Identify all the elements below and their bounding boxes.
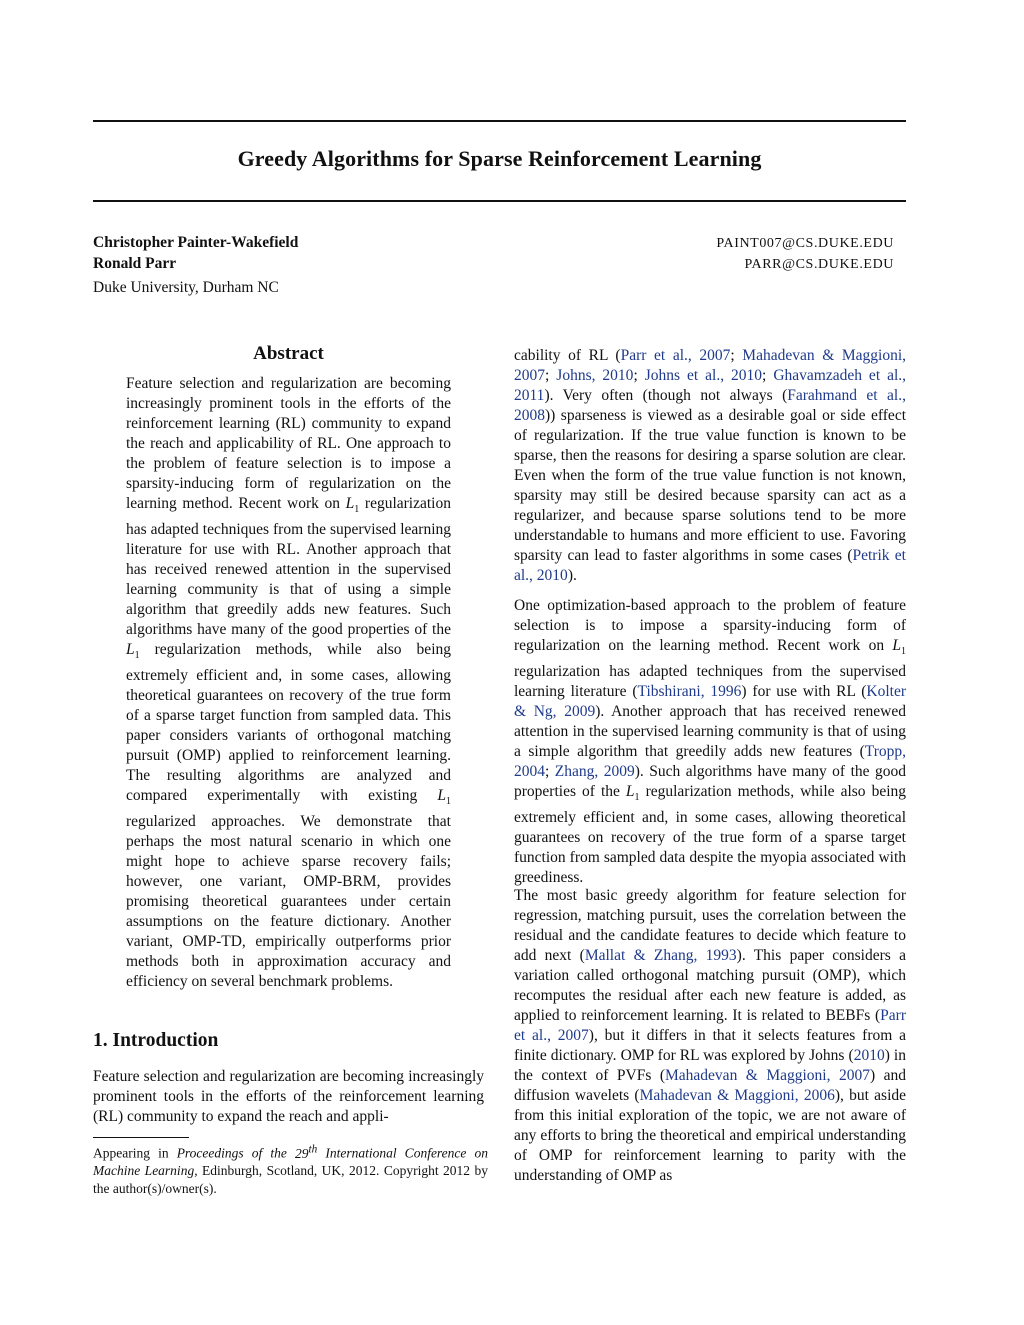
footnote-edition-suffix: th	[308, 1143, 318, 1155]
abstract-text: regularization methods, while also being extremely efficient and, in some cases, allowing theoretical guarantees on recovery of the true form of a sparse target function from sampled data. This paper considers variants of orthogonal matching pursuit (OMP) applied to reinforcement learning. The resulting algorithms are analyzed and compared experimentally with existing	[126, 641, 451, 805]
footnote	[93, 1141, 488, 1197]
footnote-venue: Proceedings of the	[176, 1145, 287, 1161]
text-span: regularization methods, while also being extremely efficient and, in some cases, allowing theoretical guarantees on recovery of the true form of a sparse target function from sampled data despite the myopia associated with greediness.	[514, 783, 907, 887]
section-heading-introduction: 1. Introduction	[93, 1030, 219, 1051]
footnote-rule	[93, 1137, 189, 1138]
footnote-suffix: , Edinburgh, Scotland, UK, 2012. Copyright 2012 by the author(s)/owner(s).	[93, 1163, 488, 1196]
intro-paragraph: One optimization-based approach to the problem of feature selection is to impose a sparsity-inducing form of regularization on the learning method. Recent work on $L_1$ regularization has adapted techniques from the supervised learning literature (Tibshirani, 1996) for use with RL (Kolter & Ng, 2009). Another approach that has received renewed attention in the supervised learning community is that of using a simple algorithm that greedily adds new features (Tropp, 2004; Zhang, 2009). Such algorithms have many of the good properties of the $L_1$ regularization methods, while also being extremely efficient and, in some cases, allowing theoretical guarantees on recovery of the true form of a sparse target function from sampled data despite the myopia associated with greediness.	[514, 597, 907, 887]
affiliation: Duke University, Durham NC	[93, 279, 279, 296]
citation-link[interactable]: Mahadevan & Maggioni, 2006	[639, 1087, 835, 1104]
intro-paragraph	[514, 886, 906, 1186]
l1-math: $L_1$	[625, 783, 640, 804]
text-span: ). Such algorithms have many of the good properties of the	[514, 763, 906, 801]
citation-link[interactable]: Ghavamzadeh et al., 2011	[514, 367, 907, 404]
l1-math: $L_1$	[126, 641, 140, 662]
text-span: ). This paper considers a variation called orthogonal matching pursuit (OMP), which recomputes the residual after each new feature is added, as applied to reinforcement learning. It is related to BEBFs (	[514, 947, 906, 1024]
text-span: ). Very often (though not always (	[544, 387, 788, 404]
l1-math: $L_1$	[892, 637, 907, 658]
text-span: cability of RL (	[514, 347, 621, 364]
author-email-1[interactable]: PAINT007@CS.DUKE.EDU	[716, 236, 894, 251]
top-rule	[93, 120, 906, 122]
text-span: ), but it differs in that it selects features from a finite dictionary. OMP for RL was explored by Johns (	[514, 1027, 906, 1064]
footnote-venue: International Conference on Machine Learning	[93, 1145, 489, 1178]
text-span: The most basic greedy algorithm for feature selection for regression, matching pursuit, uses the correlation between the residual and the candidate features to decide which feature to add next (	[514, 887, 906, 964]
citation-link[interactable]: Parr et al., 2007	[620, 347, 731, 364]
text-span: ).	[567, 567, 577, 584]
text-span: ) in the context of PVFs (	[514, 1047, 906, 1084]
abstract-text: regularized approaches. We demonstrate that perhaps the most natural scenario in which one might hope to achieve sparse recovery fails; however, one variant, OMP-BRM, provides promising theoretical guarantees under certain assumptions on the feature dictionary. Another variant, OMP-TD, empirically outperforms prior methods both in approximation accuracy and efficiency on several benchmark problems.	[126, 813, 451, 991]
title-bottom-rule	[93, 200, 906, 202]
footnote-prefix: Appearing in	[93, 1145, 169, 1161]
text-span: ) and diffusion wavelets (	[514, 1067, 906, 1104]
intro-paragraph: Feature selection and regularization are becoming increasingly prominent tools in the efforts of the reinforcement learning (RL) community to expand the reach and appli-	[93, 1068, 484, 1125]
citation-link[interactable]: Tropp, 2004	[514, 743, 906, 781]
citation-link[interactable]: Petrik et al., 2010	[514, 547, 906, 584]
citation-link[interactable]: Parr et al., 2007	[514, 1007, 906, 1044]
citation-link[interactable]: Johns, 2010	[556, 367, 634, 384]
intro-paragraph: cability of RL (Parr et al., 2007; Mahadevan & Maggioni, 2007; Johns, 2010; Johns et al., 2010; Ghavamzadeh et al., 2011). Very often (though not always (Farahmand et al., 2008)) sparseness is viewed as a desirable goal or side effect of regularization. If the true value function is known to be sparse, then the reasons for desiring a sparse solution are clear. Even when the form of the true value function is not known, sparsity may still be desired because sparsity can act as a regularizer, and because sparse solutions tend to be more understandable to humans and more efficient to use. Favoring sparsity can lead to faster algorithms in some cases (Petrik et al., 2010).	[514, 347, 907, 584]
abstract-body	[126, 374, 451, 992]
abstract-text: Feature selection and regularization are becoming increasingly prominent tools in the efforts of the reinforcement learning (RL) community to expand the reach and applicability of RL. One approach to the problem of feature selection is to impose a sparsity-inducing form of regularization on the learning method. Recent work on	[126, 375, 451, 512]
text-span: One optimization-based approach to the problem of feature selection is to impose a sparsity-inducing form of regularization on the learning method. Recent work on	[514, 597, 906, 654]
paper-title: Greedy Algorithms for Sparse Reinforcement Learning	[237, 146, 762, 171]
text-span: ). Another approach that has received renewed attention in the supervised learning community is that of using a simple algorithm that greedily adds new features (	[514, 703, 906, 761]
text-span: regularization has adapted techniques from the supervised learning literature (	[514, 663, 906, 701]
citation-link[interactable]: Kolter & Ng, 2009	[514, 683, 906, 721]
author-name-1: Christopher Painter-Wakefield	[93, 234, 299, 251]
text-span: )) sparseness is viewed as a desirable goal or side effect of regularization. If the true value function is known to be sparse, then the reasons for desiring a sparse solution are clear. Even when the form of the true value function is not known, sparsity may still be desired because sparsity can act as a regularizer, and because sparse solutions tend to be more understandable to humans and more efficient to use. Favoring sparsity can lead to faster algorithms in some cases (	[514, 407, 906, 564]
l1-math: $L_1$	[345, 495, 360, 516]
footnote-edition	[294, 1143, 318, 1161]
citation-link[interactable]: Mahadevan & Maggioni, 2007	[665, 1067, 870, 1084]
citation-link[interactable]: Farahmand et al., 2008	[514, 387, 906, 424]
author-email-2[interactable]: PARR@CS.DUKE.EDU	[744, 257, 894, 272]
footnote-edition-number: 29	[294, 1145, 309, 1161]
citation-link[interactable]: Tibshirani, 1996	[637, 683, 742, 701]
text-span: ) for use with RL (	[741, 683, 867, 701]
l1-math: $L_1$	[437, 787, 451, 808]
citation-link[interactable]: Mahadevan & Maggioni, 2007	[514, 347, 907, 384]
abstract-text: regularization has adapted techniques from the supervised learning literature for use with RL. Another approach that has received renewed attention in the supervised learning community is that of using a simple algorithm that greedily adds new features. Such algorithms have many of the good properties of the	[126, 495, 451, 639]
citation-link[interactable]: 2010	[853, 1047, 885, 1064]
citation-link[interactable]: Zhang, 2009	[554, 763, 635, 781]
citation-link[interactable]: Mallat & Zhang, 1993	[584, 947, 737, 964]
abstract-heading: Abstract	[253, 343, 324, 364]
text-span: ), but aside from this initial exploration of the topic, we are not aware of any efforts to bring the theoretical and empirical understanding of OMP for reinforcement learning to parity with the understanding of OMP as	[514, 1087, 907, 1184]
author-name-2: Ronald Parr	[93, 255, 177, 272]
citation-link[interactable]: Johns et al., 2010	[644, 367, 763, 384]
